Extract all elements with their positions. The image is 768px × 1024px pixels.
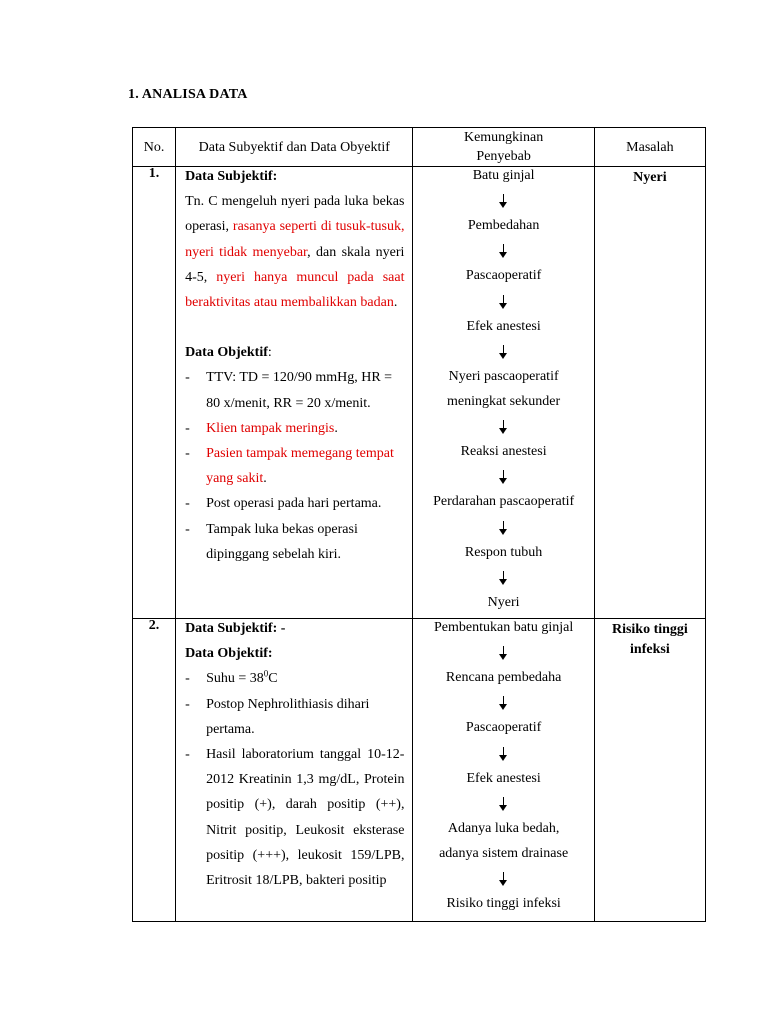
header-cause: Kemungkinan Penyebab — [413, 128, 594, 167]
arrow-down-icon — [494, 188, 514, 213]
objektif-list — [185, 365, 404, 567]
list-item: - Hasil laboratorium tanggal 10-12-2012 Kreatinin 1,3 mg/dL, Protein positip (+), darah positip (++), Nitrit positip, Leukosit eksterase positip (+++), leukosit 159/LPB, Eritrosit 18/LPB, bakteri positip — [185, 742, 404, 893]
table-row — [133, 167, 706, 619]
objektif-label: Data Objektif: — [185, 646, 273, 662]
arrow-down-icon — [494, 515, 514, 540]
cause-step: Pembentukan batu ginjal — [434, 620, 574, 635]
cause-step: Efek anestesi — [466, 318, 541, 334]
table-row — [133, 619, 706, 922]
subjektif-text: Tn. C mengeluh nyeri pada luka bekas operasi, rasanya seperti di tusuk-tusuk, nyeri tidak menyebar, dan skala nyeri 4-5, nyeri hanya muncul pada saat beraktivitas atau membalikkan badan. — [185, 194, 405, 311]
cause-step: Pascaoperatif — [465, 720, 542, 736]
arrow-down-icon — [494, 741, 514, 766]
arrow-down-icon — [494, 690, 514, 715]
masalah-cell: Risiko tinggi infeksi — [594, 619, 705, 922]
cause-step: Efek anestesi — [466, 770, 541, 786]
table-header-row — [133, 128, 706, 167]
list-item: - Post operasi pada hari pertama. — [185, 491, 404, 516]
analisa-data-table — [132, 127, 706, 922]
cause-step: Pembedahan — [467, 218, 540, 234]
arrow-down-icon — [494, 414, 514, 439]
row-number: 1. — [133, 167, 176, 619]
cause-step: Respon tubuh — [464, 544, 543, 560]
header-masalah: Masalah — [594, 128, 705, 167]
arrow-down-icon — [494, 565, 514, 590]
masalah-cell: Nyeri — [594, 167, 705, 619]
cause-step: Nyeri — [487, 594, 520, 610]
subjektif-label: Data Subjektif: — [185, 169, 278, 184]
cause-step: Batu ginjal — [472, 168, 535, 183]
header-data: Data Subyektif dan Data Obyektif — [176, 128, 413, 167]
objektif-list — [185, 666, 404, 893]
header-no: No. — [133, 128, 176, 167]
cause-step: Pascaoperatif — [465, 268, 542, 284]
cause-step: Reaksi anestesi — [460, 444, 547, 460]
section-heading: 1. ANALISA DATA — [128, 87, 248, 102]
arrow-down-icon — [494, 866, 514, 891]
list-item: - Klien tampak meringis. — [185, 416, 404, 441]
arrow-down-icon — [494, 640, 514, 665]
cause-step: Rencana pembedaha — [445, 670, 562, 686]
cause-step: Adanya luka bedah, adanya sistem drainase — [439, 820, 569, 862]
cause-cell — [413, 167, 594, 619]
list-item: - Suhu = $38^0C$ — [185, 666, 404, 691]
cause-step: Nyeri pascaoperatif meningkat sekunder — [447, 368, 561, 410]
list-item: - Tampak luka bekas operasi dipinggang sebelah kiri. — [185, 517, 404, 567]
list-item: - Postop Nephrolithiasis dihari pertama. — [185, 692, 404, 742]
arrow-down-icon — [494, 289, 514, 314]
list-item: - TTV: TD = 120/90 mmHg, HR = 80 x/menit, RR = 20 x/menit. — [185, 365, 404, 415]
list-item: - Pasien tampak memegang tempat yang sakit. — [185, 441, 404, 491]
data-cell — [176, 167, 413, 619]
cause-cell — [413, 619, 594, 922]
cause-step: Risiko tinggi infeksi — [446, 896, 561, 912]
arrow-down-icon — [494, 464, 514, 489]
arrow-down-icon — [494, 238, 514, 263]
arrow-down-icon — [494, 339, 514, 364]
row-number: 2. — [133, 619, 176, 922]
cause-step: Perdarahan pascaoperatif — [433, 494, 575, 510]
objektif-label: Data Objektif: — [185, 345, 272, 361]
subjektif-label: Data Subjektif: - — [185, 621, 286, 636]
arrow-down-icon — [494, 791, 514, 816]
data-cell — [176, 619, 413, 922]
